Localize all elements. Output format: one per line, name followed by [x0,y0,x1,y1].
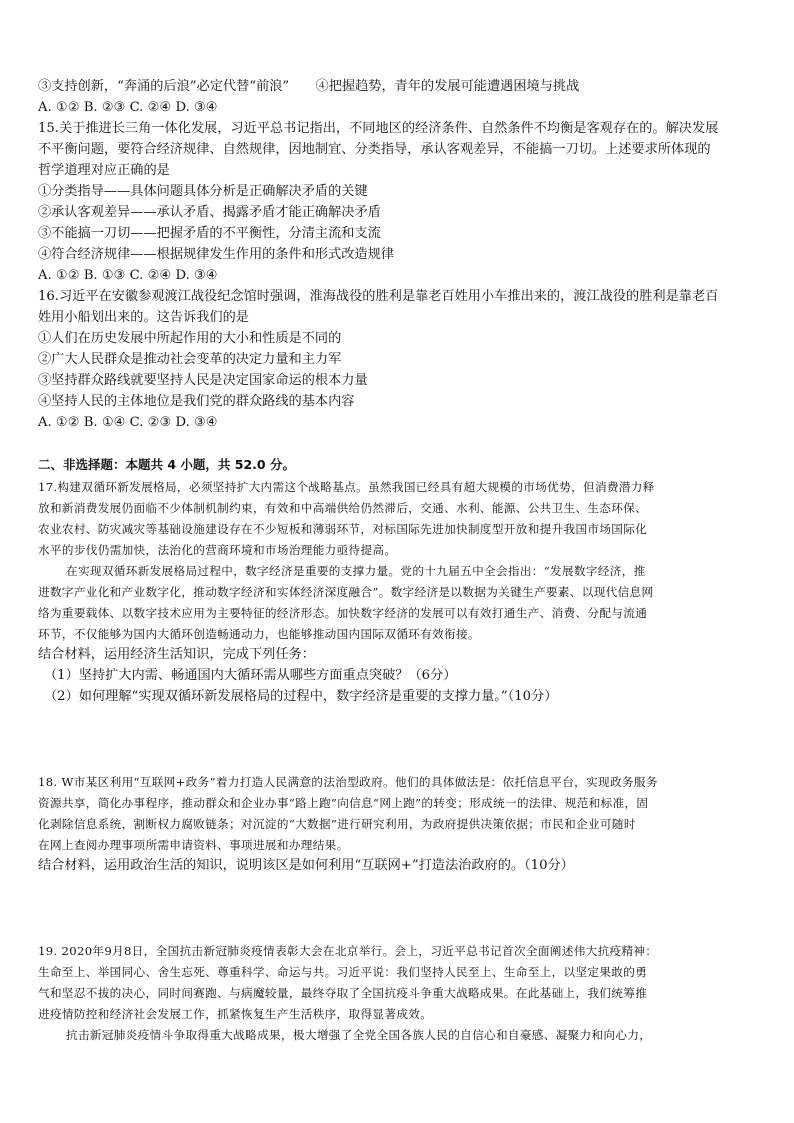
q18-task: 结合材料，运用政治生活的知识，说明该区是如何利用“互联网+”打造法治政府的。（10分） [38,858,574,873]
q15-stem-line: 15.关于推进长三角一体化发展，习近平总书记指出，不同地区的经济条件、自然条件不均衡是客观存在的。解决发展 [38,121,719,136]
q15-item: ③不能搞一刀切——把握矛盾的不平衡性，分清主流和支流 [38,226,381,241]
q19-material-line: 抗击新冠肺炎疫情斗争取得重大战略成果，极大增强了全党全国各族人民的自信心和自豪感、凝聚力和向心力， [66,1028,652,1042]
q15-item: ④符合经济规律——根据规律发生作用的条件和形式改造规律 [38,247,395,262]
q15-stem-line: 哲学道理对应正确的是 [38,163,170,178]
q18-material-line: 资源共享，简化办事程序，推动群众和企业办事“路上跑”向信息“网上跑”的转变；形成统一的法律、规范和标准，固 [38,796,649,810]
q17-material-line: 17.构建双循环新发展格局，必须坚持扩大内需这个战略基点。虽然我国已经具有超大规模的市场优势，但消费潜力释 [38,480,655,494]
q16-stem-line: 姓用小船划出来的。这告诉我们的是 [38,310,249,325]
q15-item: ①分类指导——具体问题具体分析是正确解决矛盾的关键 [38,184,368,199]
q16-stem-line: 16.习近平在安徽参观渡江战役纪念馆时强调，淮海战役的胜利是靠老百姓用小车推出来的，渡江战役的胜利是靠老百 [38,289,719,304]
q16-item: ③坚持群众路线就要坚持人民是决定国家命运的根本力量 [38,373,368,388]
q17-material-line: 络为重要载体、以数字技术应用为主要特征的经济形态。加快数字经济的发展可以有效打通生产、消费、分配与流通 [38,606,648,620]
q17-material-line: 进数字产业化和产业数字化，推动数字经济和实体经济深度融合”。数字经济是以数据为关键生产要素、以现代信息网 [38,585,654,599]
q17-material-line: 农业农村、防灾减灾等基础设施建设存在不少短板和薄弱环节，对标国际先进加快制度型开放和提升我国市场国际化 [38,522,648,536]
q15-stem-line: 不平衡问题，要符合经济规律、自然规律，因地制宜、分类指导，承认客观差异，不能搞一刀切。上述要求所体现的 [38,142,711,157]
q19-material-line: 进疫情防控和经济社会发展工作，抓紧恢复生产生活秩序，取得显著成效。 [38,1007,433,1021]
q17-material-line: 在实现双循环新发展格局过程中，数字经济是重要的支撑力量。党的十九届五中全会指出：“发展数字经济，推 [66,564,646,578]
q17-material-line: 水平的步伐仍需加快，法治化的营商环境和市场治理能力亟待提高。 [38,543,397,557]
q18-material-line: 在网上查阅办理事项所需申请资料、事项进展和办理结果。 [38,838,349,852]
q18-material-line: 18. W市某区利用“互联网+政务”着力打造人民满意的法治型政府。他们的具体做法是：依托信息平台，实现政务服务 [38,775,658,789]
q17-task-1: （1）坚持扩大内需、畅通国内大循环需从哪些方面重点突破？（6分） [44,668,457,683]
q19-material-line: 19. 2020年9月8日，全国抗击新冠肺炎疫情表彰大会在北京举行。会上，习近平总书记首次全面阐述伟大抗疫精神： [38,944,658,958]
q16-answer-options: A. ①② B. ①④ C. ②③ D. ③④ [38,415,218,430]
q14-option-line: ③支持创新，“奔涌的后浪”必定代替“前浪” ④把握趋势，青年的发展可能遭遇困境与挑战 [38,79,580,94]
q16-item: ①人们在历史发展中所起作用的大小和性质是不同的 [38,331,342,346]
q14-answer-options: A. ①② B. ②③ C. ②④ D. ③④ [38,100,218,115]
section-heading: 二、非选择题：本题共 4 小题，共 52.0 分。 [38,457,295,472]
q19-material-line: 气和坚忍不拔的决心，同时间赛跑、与病魔较量，最终夺取了全国抗疫斗争重大战略成果。在此基础上，我们统筹推 [38,986,648,1000]
q15-answer-options: A. ①② B. ①③ C. ②④ D. ③④ [38,268,218,283]
q18-material-line: 化剥除信息系统，割断权力腐败链条；对沉淀的“大数据”进行研究利用，为政府提供决策依据；市民和企业可随时 [38,817,636,831]
q16-item: ②广大人民群众是推动社会变革的决定力量和主力军 [38,352,342,367]
q17-task-intro: 结合材料，运用经济生活知识，完成下列任务： [38,647,315,662]
q15-item: ②承认客观差异——承认矛盾、揭露矛盾才能正确解决矛盾 [38,205,381,220]
q19-material-line: 生命至上、举国同心、舍生忘死、尊重科学、命运与共。习近平说：我们坚持人民至上、生命至上，以坚定果敢的勇 [38,965,648,979]
q17-task-2: （2）如何理解“实现双循环新发展格局的过程中，数字经济是重要的支撑力量。”（10分） [44,689,558,704]
q17-material-line: 环节，不仅能够为国内大循环创造畅通动力，也能够推动国内国际双循环有效衔接。 [38,627,480,641]
q16-item: ④坚持人民的主体地位是我们党的群众路线的基本内容 [38,394,355,409]
q17-material-line: 放和新消费发展仍面临不少体制机制约束，有效和中高端供给仍然滞后，交通、水利、能源、公共卫生、生态环保、 [38,501,648,515]
